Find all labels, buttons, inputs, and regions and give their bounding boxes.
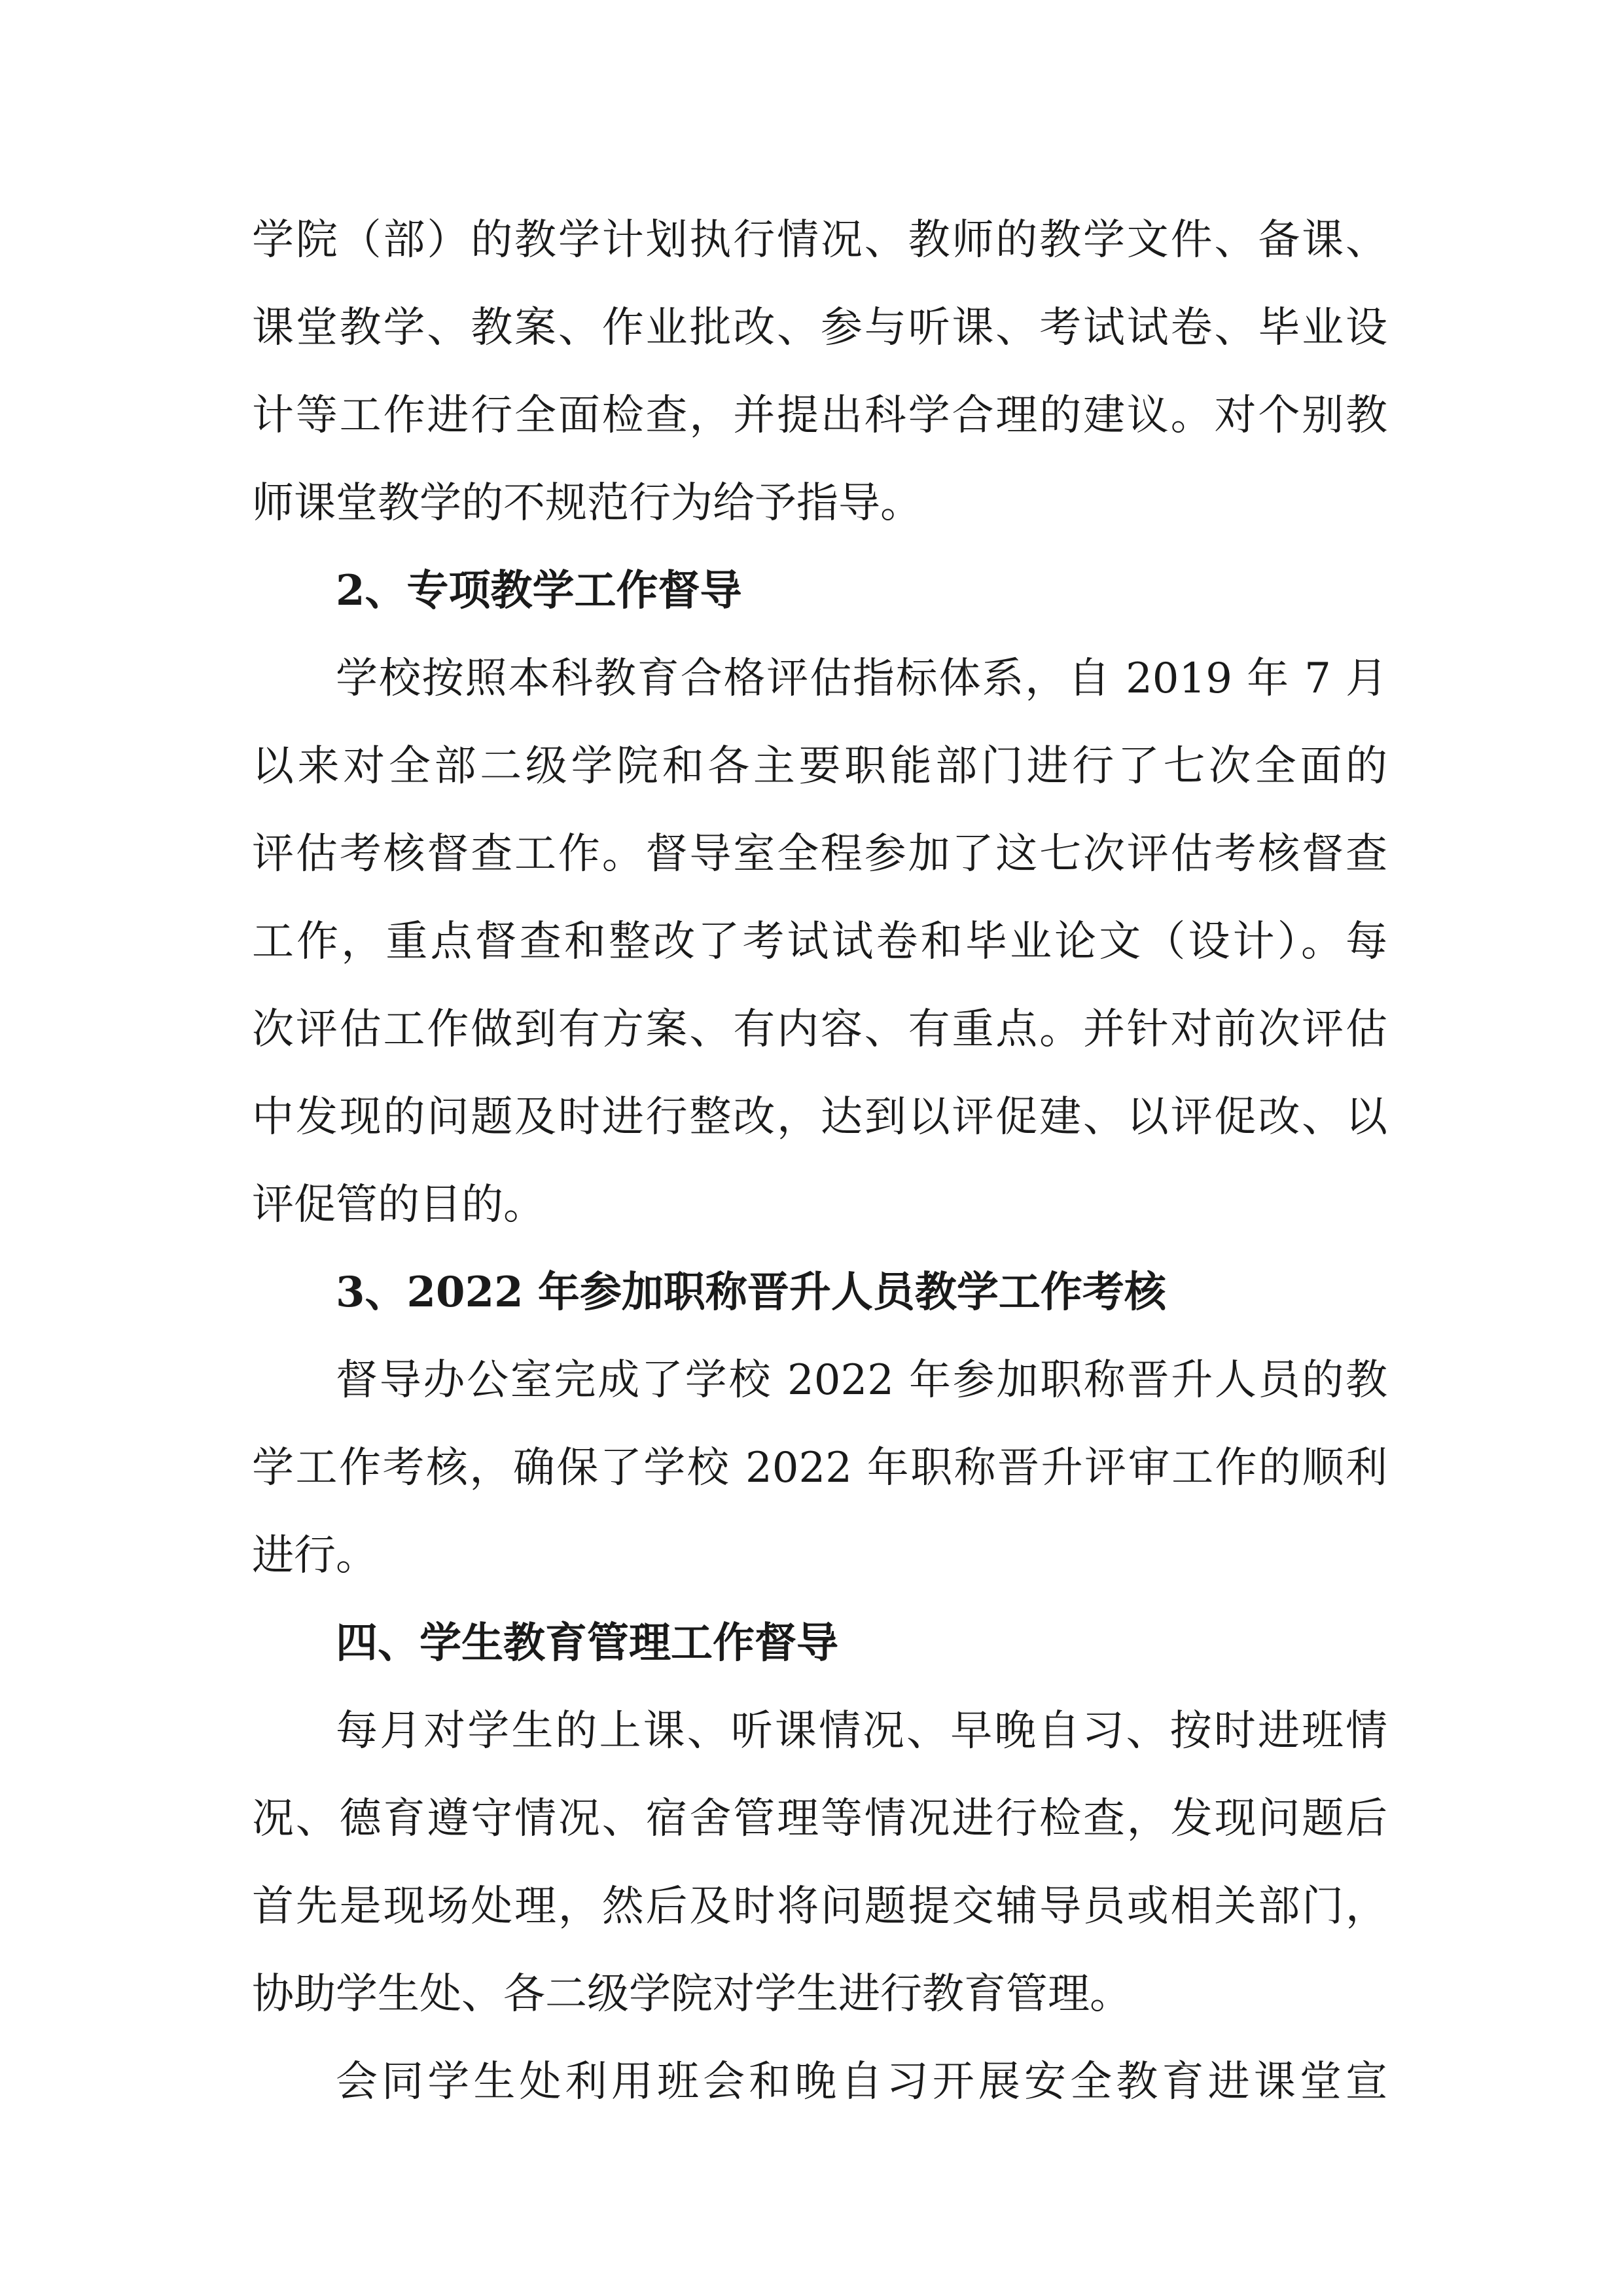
paragraph-student-checks [252, 1687, 1387, 2038]
text-line: 工作，重点督查和整改了考试试卷和毕业论文（设计）。每 [252, 918, 1387, 966]
text-line: 首先是现场处理，然后及时将问题提交辅导员或相关部门， [252, 1882, 1387, 1931]
text-line: 学院（部）的教学计划执行情况、教师的教学文件、备课、 [252, 216, 1387, 264]
paragraph-evaluation [252, 635, 1387, 1249]
text-line: 进行。 [252, 1532, 378, 1580]
text-line: 课堂教学、教案、作业批改、参与听课、考试试卷、毕业设 [252, 304, 1387, 352]
text-line: 学校按照本科教育合格评估指标体系，自 2019 年 7 月 [336, 655, 1387, 703]
text-line: 会同学生处利用班会和晚自习开展安全教育进课堂宣 [336, 2058, 1387, 2106]
text-line: 评促管的目的。 [252, 1181, 545, 1229]
paragraph-promotion-assessment [252, 1336, 1387, 1600]
heading-title-promotion-assessment: 3、2022 年参加职称晋升人员教学工作考核 [336, 1268, 1166, 1317]
text-line: 协助学生处、各二级学院对学生进行教育管理。 [252, 1970, 1132, 2018]
text-line: 评估考核督查工作。督导室全程参加了这七次评估考核督查 [252, 830, 1387, 878]
heading-special-supervision: 2、专项教学工作督导 [336, 566, 742, 615]
heading-student-management: 四、学生教育管理工作督导 [336, 1619, 838, 1668]
text-line: 以来对全部二级学院和各主要职能部门进行了七次全面的 [252, 742, 1387, 791]
paragraph-safety-education [252, 2038, 1387, 2126]
text-line: 计等工作进行全面检查，并提出科学合理的建议。对个别教 [252, 391, 1387, 440]
text-line: 次评估工作做到有方案、有内容、有重点。并针对前次评估 [252, 1005, 1387, 1054]
text-line: 督导办公室完成了学校 2022 年参加职称晋升人员的教 [336, 1356, 1387, 1405]
document-page [252, 196, 1387, 2126]
paragraph-inspection-scope [252, 196, 1387, 547]
text-line: 中发现的问题及时进行整改，达到以评促建、以评促改、以 [252, 1093, 1387, 1141]
text-line: 况、德育遵守情况、宿舍管理等情况进行检查，发现问题后 [252, 1795, 1387, 1843]
text-line: 师课堂教学的不规范行为给予指导。 [252, 479, 922, 528]
text-line: 每月对学生的上课、听课情况、早晚自习、按时进班情 [336, 1707, 1387, 1755]
text-line: 学工作考核，确保了学校 2022 年职称晋升评审工作的顺利 [252, 1444, 1387, 1492]
